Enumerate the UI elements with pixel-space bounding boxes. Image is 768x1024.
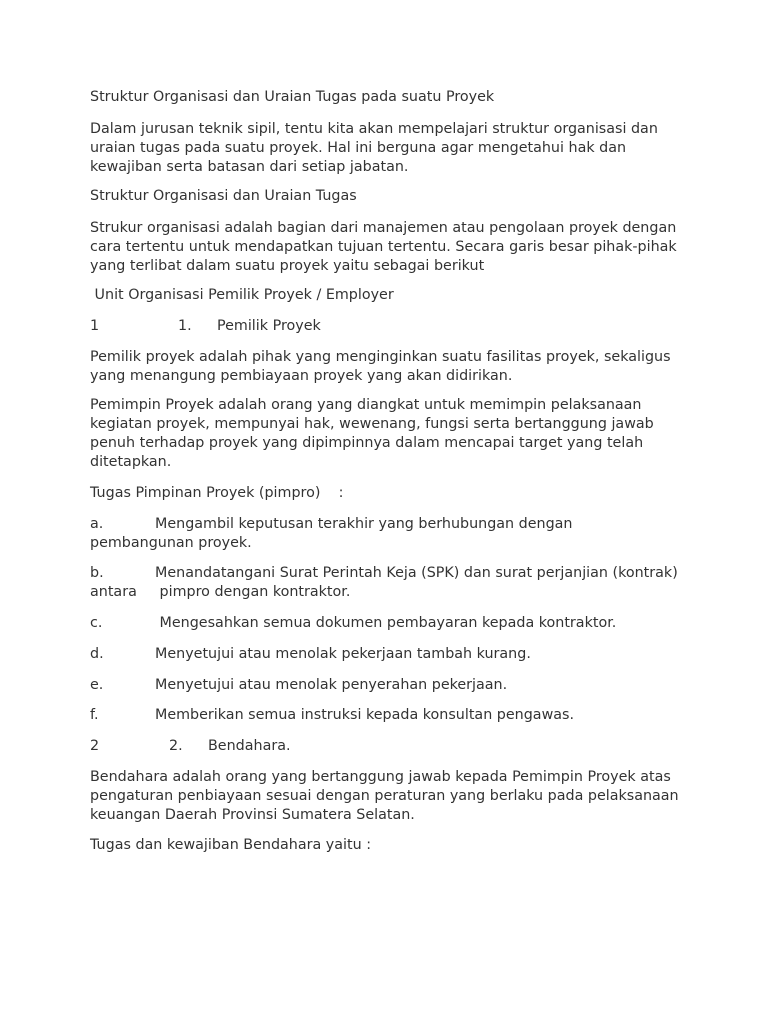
task-letter: e. [90,677,104,693]
item2-label: Bendahara. [208,738,291,754]
task-text: Menyetujui atau menolak pekerjaan tambah kurang. [155,646,531,662]
intro-line: Dalam jurusan teknik sipil, tentu kita akan mempelajari struktur organisasi dan [90,121,658,137]
leader-line: ditetapkan. [90,454,172,470]
tasks-heading: Tugas Pimpinan Proyek (pimpro) : [90,485,344,501]
structure-paragraph [90,219,680,276]
treasurer-paragraph [90,768,680,825]
task-letter: d. [90,646,104,662]
item1-number: 1 [90,318,100,334]
task-text: Menyetujui atau menolak penyerahan pekerjaan. [155,677,508,693]
task-text: Mengambil keputusan terakhir yang berhubungan dengan [155,516,573,532]
item2-number: 2 [90,738,100,754]
task-continuation: pembangunan proyek. [90,535,252,551]
task-letter: f. [90,707,99,723]
treasurer-line: Bendahara adalah orang yang bertanggung jawab kepada Pemimpin Proyek atas [90,769,671,785]
task-continuation: antara pimpro dengan kontraktor. [90,584,351,600]
structure-line: cara tertentu untuk mendapatkan tujuan tertentu. Secara garis besar pihak-pihak [90,239,677,255]
task-text: Mengesahkan semua dokumen pembayaran kepada kontraktor. [155,615,617,631]
section-heading: Struktur Organisasi dan Uraian Tugas [90,188,357,204]
intro-line: kewajiban serta batasan dari setiap jabatan. [90,159,409,175]
structure-line: Strukur organisasi adalah bagian dari manajemen atau pengolaan proyek dengan [90,220,677,236]
treasurer-line: pengaturan penbiayaan sesuai dengan peraturan yang berlaku pada pelaksanaan [90,788,679,804]
owner-paragraph [90,348,680,386]
task-letter: a. [90,516,104,532]
owner-line: yang menangung pembiayaan proyek yang akan didirikan. [90,368,513,384]
structure-line: yang terlibat dalam suatu proyek yaitu sebagai berikut [90,258,485,274]
leader-line: kegiatan proyek, mempunyai hak, wewenang, fungsi serta bertanggung jawab [90,416,654,432]
task-letter: b. [90,565,104,581]
treasurer-line: keuangan Daerah Provinsi Sumatera Selatan. [90,807,415,823]
owner-line: Pemilik proyek adalah pihak yang menginginkan suatu fasilitas proyek, sekaligus [90,349,671,365]
intro-line: uraian tugas pada suatu proyek. Hal ini berguna agar mengetahui hak dan [90,140,627,156]
item1-subnumber: 1. [178,318,192,334]
leader-paragraph [90,396,680,472]
task-letter: c. [90,615,103,631]
document-title: Struktur Organisasi dan Uraian Tugas pada suatu Proyek [90,89,495,105]
unit-heading: Unit Organisasi Pemilik Proyek / Employer [90,287,394,303]
leader-line: Pemimpin Proyek adalah orang yang diangkat untuk memimpin pelaksanaan [90,397,642,413]
task-text: Menandatangani Surat Perintah Keja (SPK) dan surat perjanjian (kontrak) [155,565,678,581]
item2-subnumber: 2. [169,738,183,754]
treasurer-duties-heading: Tugas dan kewajiban Bendahara yaitu : [90,837,372,853]
item1-label: Pemilik Proyek [217,318,321,334]
intro-paragraph [90,120,680,177]
task-text: Memberikan semua instruksi kepada konsultan pengawas. [155,707,575,723]
leader-line: penuh terhadap proyek yang dipimpinnya dalam mencapai target yang telah [90,435,644,451]
